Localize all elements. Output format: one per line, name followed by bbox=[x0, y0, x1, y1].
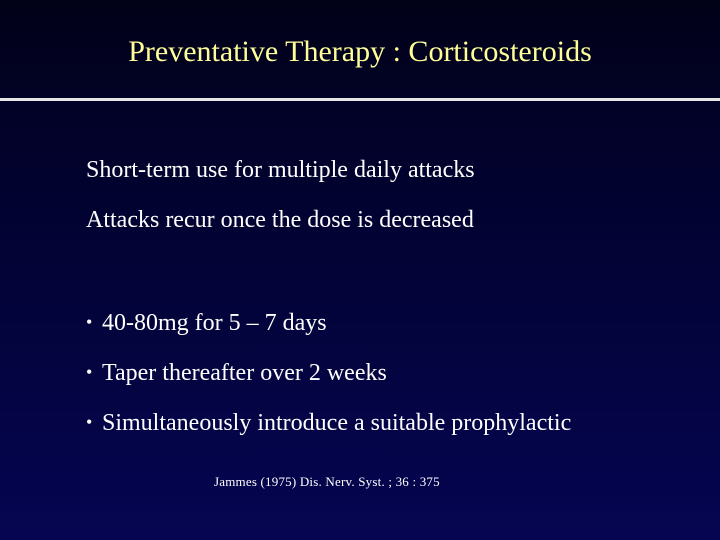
bullet-icon: • bbox=[86, 312, 93, 332]
bullet-icon: • bbox=[86, 362, 93, 382]
bullet-text: 40-80mg for 5 – 7 days bbox=[102, 310, 327, 336]
bullet-text: Simultaneously introduce a suitable prophylactic bbox=[102, 410, 572, 436]
intro-line-short-term-use: Short-term use for multiple daily attacks bbox=[86, 157, 475, 183]
title-divider bbox=[0, 98, 720, 101]
bullet-item-taper bbox=[86, 357, 387, 388]
bullet-item-prophylactic bbox=[86, 407, 571, 438]
citation-reference: Jammes (1975) Dis. Nerv. Syst. ; 36 : 375 bbox=[214, 474, 440, 489]
bullet-item-dosage bbox=[86, 307, 327, 338]
intro-line-attacks-recur: Attacks recur once the dose is decreased bbox=[86, 207, 474, 233]
bullet-text: Taper thereafter over 2 weeks bbox=[102, 360, 387, 386]
slide-title: Preventative Therapy : Corticosteroids bbox=[128, 35, 592, 68]
bullet-icon: • bbox=[86, 412, 93, 432]
